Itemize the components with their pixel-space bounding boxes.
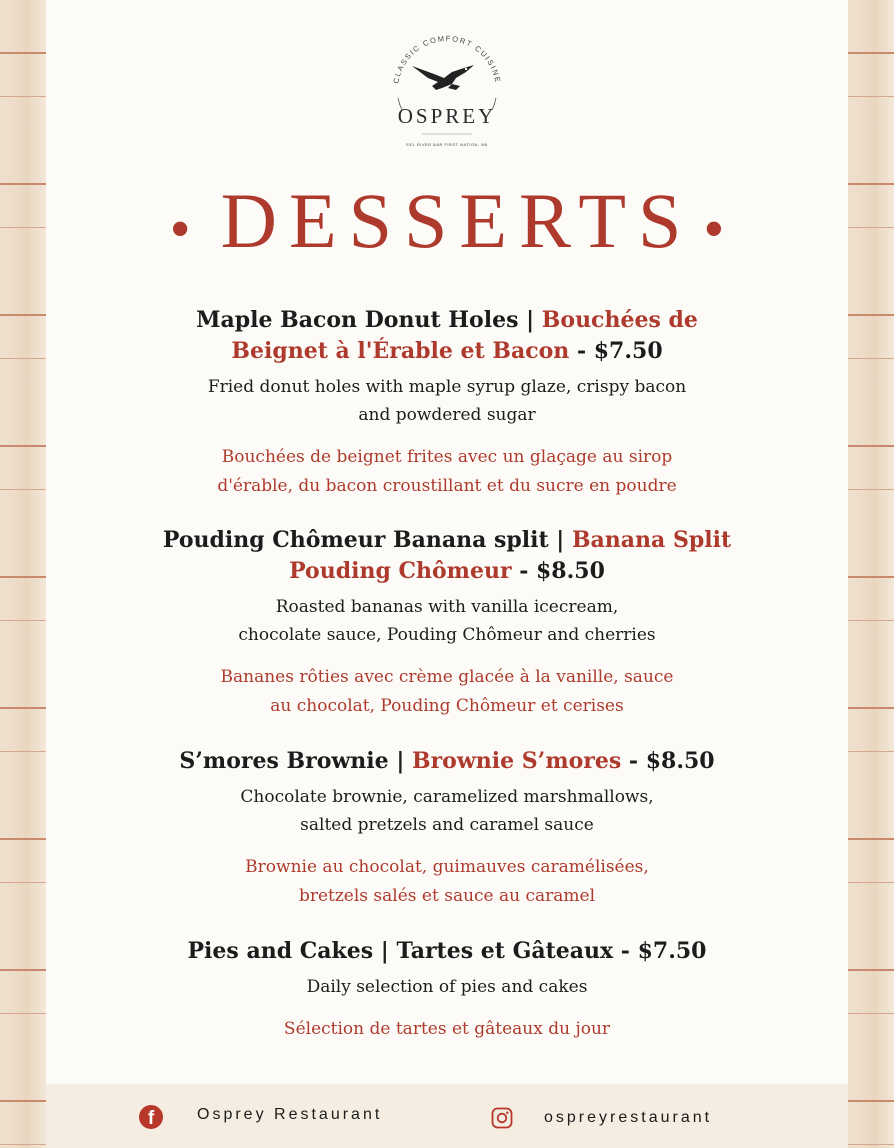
item-title: [147, 305, 747, 367]
osprey-logo: [382, 20, 512, 150]
title-text: DESSERTS: [220, 177, 694, 264]
logo-subtitle: EEL RIVER BAR FIRST NATION, NB: [406, 142, 488, 147]
menu-item-banana-split: [46, 525, 848, 721]
birch-bark-border-left: [0, 0, 46, 1148]
birch-bark-border-right: [848, 0, 894, 1148]
menu-page: [46, 0, 848, 1148]
footer: [46, 1084, 848, 1148]
item-price: - $8.50: [621, 748, 715, 774]
menu-item-maple-bacon: [46, 305, 848, 501]
instagram-icon[interactable]: [491, 1107, 513, 1129]
item-title-en: S’mores Brownie |: [179, 748, 412, 774]
item-desc-en: Fried donut holes with maple syrup glaze, crispy bacon and powdered sugar: [207, 377, 687, 425]
menu-item-pies-cakes: [46, 936, 848, 1044]
item-desc-fr: Bouchées de beignet frites avec un glaçage au sirop d'érable, du bacon croustillant et du sucre en poudre: [217, 447, 677, 496]
item-title-fr: Banana Split Pouding Chômeur: [289, 527, 732, 584]
osprey-bird-icon: [382, 20, 512, 150]
instagram-link[interactable]: ospreyrestaurant: [544, 1109, 713, 1126]
item-desc-en: Chocolate brownie, caramelized marshmallows, salted pretzels and caramel sauce: [240, 787, 654, 835]
item-price: - $8.50: [511, 558, 605, 584]
title-dot-right: •: [703, 196, 725, 263]
item-desc-en: Daily selection of pies and cakes: [306, 977, 588, 997]
page-title: [46, 176, 848, 274]
item-title-en: Pouding Chômeur Banana split |: [162, 527, 572, 553]
logo-arc-text: CLASSIC COMFORT CUISINE: [391, 33, 503, 85]
menu-item-smores-brownie: [46, 746, 848, 911]
item-desc-fr: Brownie au chocolat, guimauves caramélisées, bretzels salés et sauce au caramel: [245, 857, 649, 906]
item-desc-fr: Bananes rôties avec crème glacée à la vanille, sauce au chocolat, Pouding Chômeur et cerises: [220, 667, 674, 716]
logo-name: OSPREY: [397, 104, 497, 128]
item-desc-fr: Sélection de tartes et gâteaux du jour: [283, 1019, 611, 1039]
item-title: [147, 746, 747, 777]
facebook-link[interactable]: Osprey Restaurant: [197, 1106, 383, 1123]
item-title-en: Pies and Cakes | Tartes et Gâteaux - $7.50: [187, 938, 707, 964]
item-title-fr: Brownie S’mores: [411, 748, 622, 774]
item-title-fr: Bouchées de Beignet à l'Érable et Bacon: [231, 307, 698, 364]
item-title: [127, 525, 767, 587]
facebook-icon[interactable]: f: [139, 1105, 163, 1129]
item-desc-en: Roasted bananas with vanilla icecream, chocolate sauce, Pouding Chômeur and cherries: [238, 597, 656, 645]
title-dot-left: •: [169, 196, 191, 263]
item-price: - $7.50: [569, 338, 663, 364]
item-title-en: Maple Bacon Donut Holes |: [196, 307, 542, 333]
item-title: [147, 936, 747, 967]
